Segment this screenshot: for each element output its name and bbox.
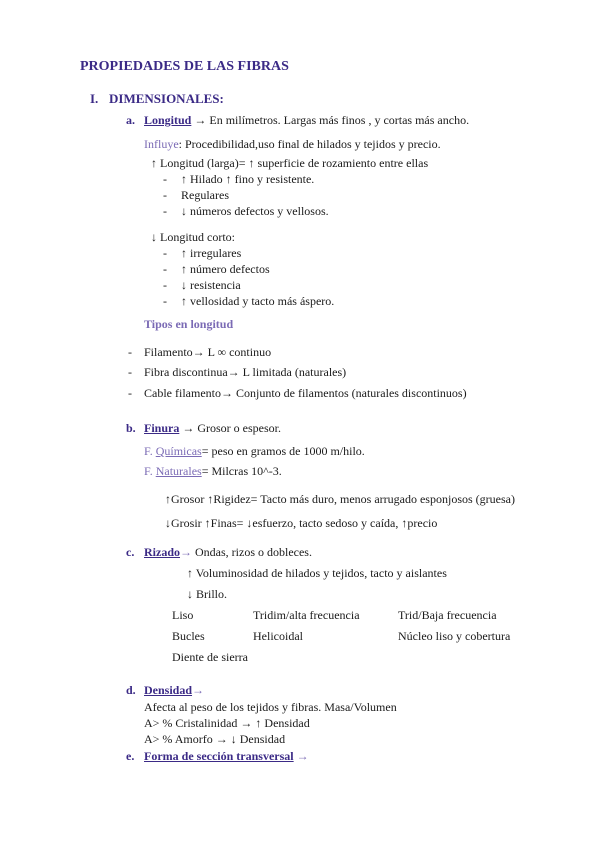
forma-arrow: → (296, 749, 309, 763)
tipos-heading: Tipos en longitud (144, 317, 234, 331)
rizado-line (144, 545, 312, 560)
dash-marker: - (128, 386, 132, 400)
item-letter-c: c. (126, 545, 135, 559)
rizado-type: Liso (172, 608, 194, 622)
longitud-line (144, 113, 469, 128)
item-letter-b: b. (126, 421, 136, 435)
dash-marker: - (128, 365, 132, 379)
finura-label: Finura (144, 421, 180, 435)
densidad-label: Densidad (144, 683, 193, 697)
finas-line: ↓Grosir ↑Finas= ↓esfuerzo, tacto sedoso y caída, ↑precio (165, 516, 438, 530)
rizado-type: Diente de sierra (172, 650, 248, 664)
forma-label: Forma de sección transversal (144, 749, 294, 763)
naturales-label: Naturales (155, 464, 202, 478)
rizado-type: Bucles (172, 629, 205, 643)
tipo-item: Fibra discontinua→ L limitada (naturales) (144, 365, 347, 379)
list-item: - ↑ vellosidad y tacto más áspero. (163, 294, 335, 308)
rizado-type: Trid/Baja frecuencia (398, 608, 497, 622)
list-item: - ↑ irregulares (163, 246, 242, 260)
item-letter-a: a. (126, 113, 135, 127)
item-letter-d: d. (126, 683, 136, 697)
densidad-text: Afecta al peso de los tejidos y fibras. Masa/Volumen (144, 700, 397, 714)
quimicas-label: Químicas (155, 444, 202, 458)
longitud-arrow: → (194, 113, 207, 127)
finura-text: Grosor o espesor. (197, 421, 281, 435)
longitud-text: En milímetros. Largas más finos , y cortas más ancho. (209, 113, 470, 127)
rizado-type: Núcleo liso y cobertura (398, 629, 511, 643)
longitud-corto: ↓ Longitud corto: (151, 230, 235, 244)
list-item: - ↑ número defectos (163, 262, 270, 276)
influye-label: Influye (144, 137, 179, 151)
rizado-text: Ondas, rizos o dobleces. (192, 545, 312, 559)
quimicas-line: F. Químicas= peso en gramos de 1000 m/hilo. (144, 444, 365, 458)
rizado-label: Rizado (144, 545, 180, 559)
list-item: - ↓ números defectos y vellosos. (163, 204, 329, 218)
finura-arrow: → (182, 421, 195, 435)
dash-marker: - (128, 345, 132, 359)
item-letter-e: e. (126, 749, 135, 763)
densidad-arrow: → (192, 683, 205, 697)
grosor-line: ↑Grosor ↑Rigidez= Tacto más duro, menos arrugado esponjosos (gruesa) (165, 492, 515, 506)
rizado-down: ↓ Brillo. (187, 587, 228, 601)
rizado-type: Tridim/alta frecuencia (253, 608, 360, 622)
section-heading: DIMENSIONALES: (109, 91, 224, 106)
influye-line (144, 137, 441, 152)
densidad-text: A> % Amorfo → ↓ Densidad (144, 732, 286, 746)
finura-line (144, 421, 281, 436)
densidad-line (144, 683, 204, 698)
tipo-item: Filamento→ L ∞ continuo (144, 345, 272, 359)
list-item: - Regulares (163, 188, 229, 202)
list-item: - ↓ resistencia (163, 278, 241, 292)
section-number: I. (90, 91, 99, 106)
tipo-item: Cable filamento→ Conjunto de filamentos (naturales discontinuos) (144, 386, 467, 400)
list-item: - ↑ Hilado ↑ fino y resistente. (163, 172, 315, 186)
rizado-up: ↑ Voluminosidad de hilados y tejidos, tacto y aislantes (187, 566, 447, 580)
longitud-larga: ↑ Longitud (larga)= ↑ superficie de rozamiento entre ellas (151, 156, 429, 170)
page-title: PROPIEDADES DE LAS FIBRAS (80, 59, 289, 74)
naturales-line: F. Naturales= Milcras 10^-3. (144, 464, 282, 478)
densidad-text: A> % Cristalinidad → ↑ Densidad (144, 716, 310, 730)
longitud-label: Longitud (144, 113, 192, 127)
forma-line (144, 749, 309, 764)
rizado-arrow: → (180, 545, 192, 559)
rizado-type: Helicoidal (253, 629, 303, 643)
influye-text: : Procedibilidad,uso final de hilados y tejidos y precio. (178, 137, 441, 151)
